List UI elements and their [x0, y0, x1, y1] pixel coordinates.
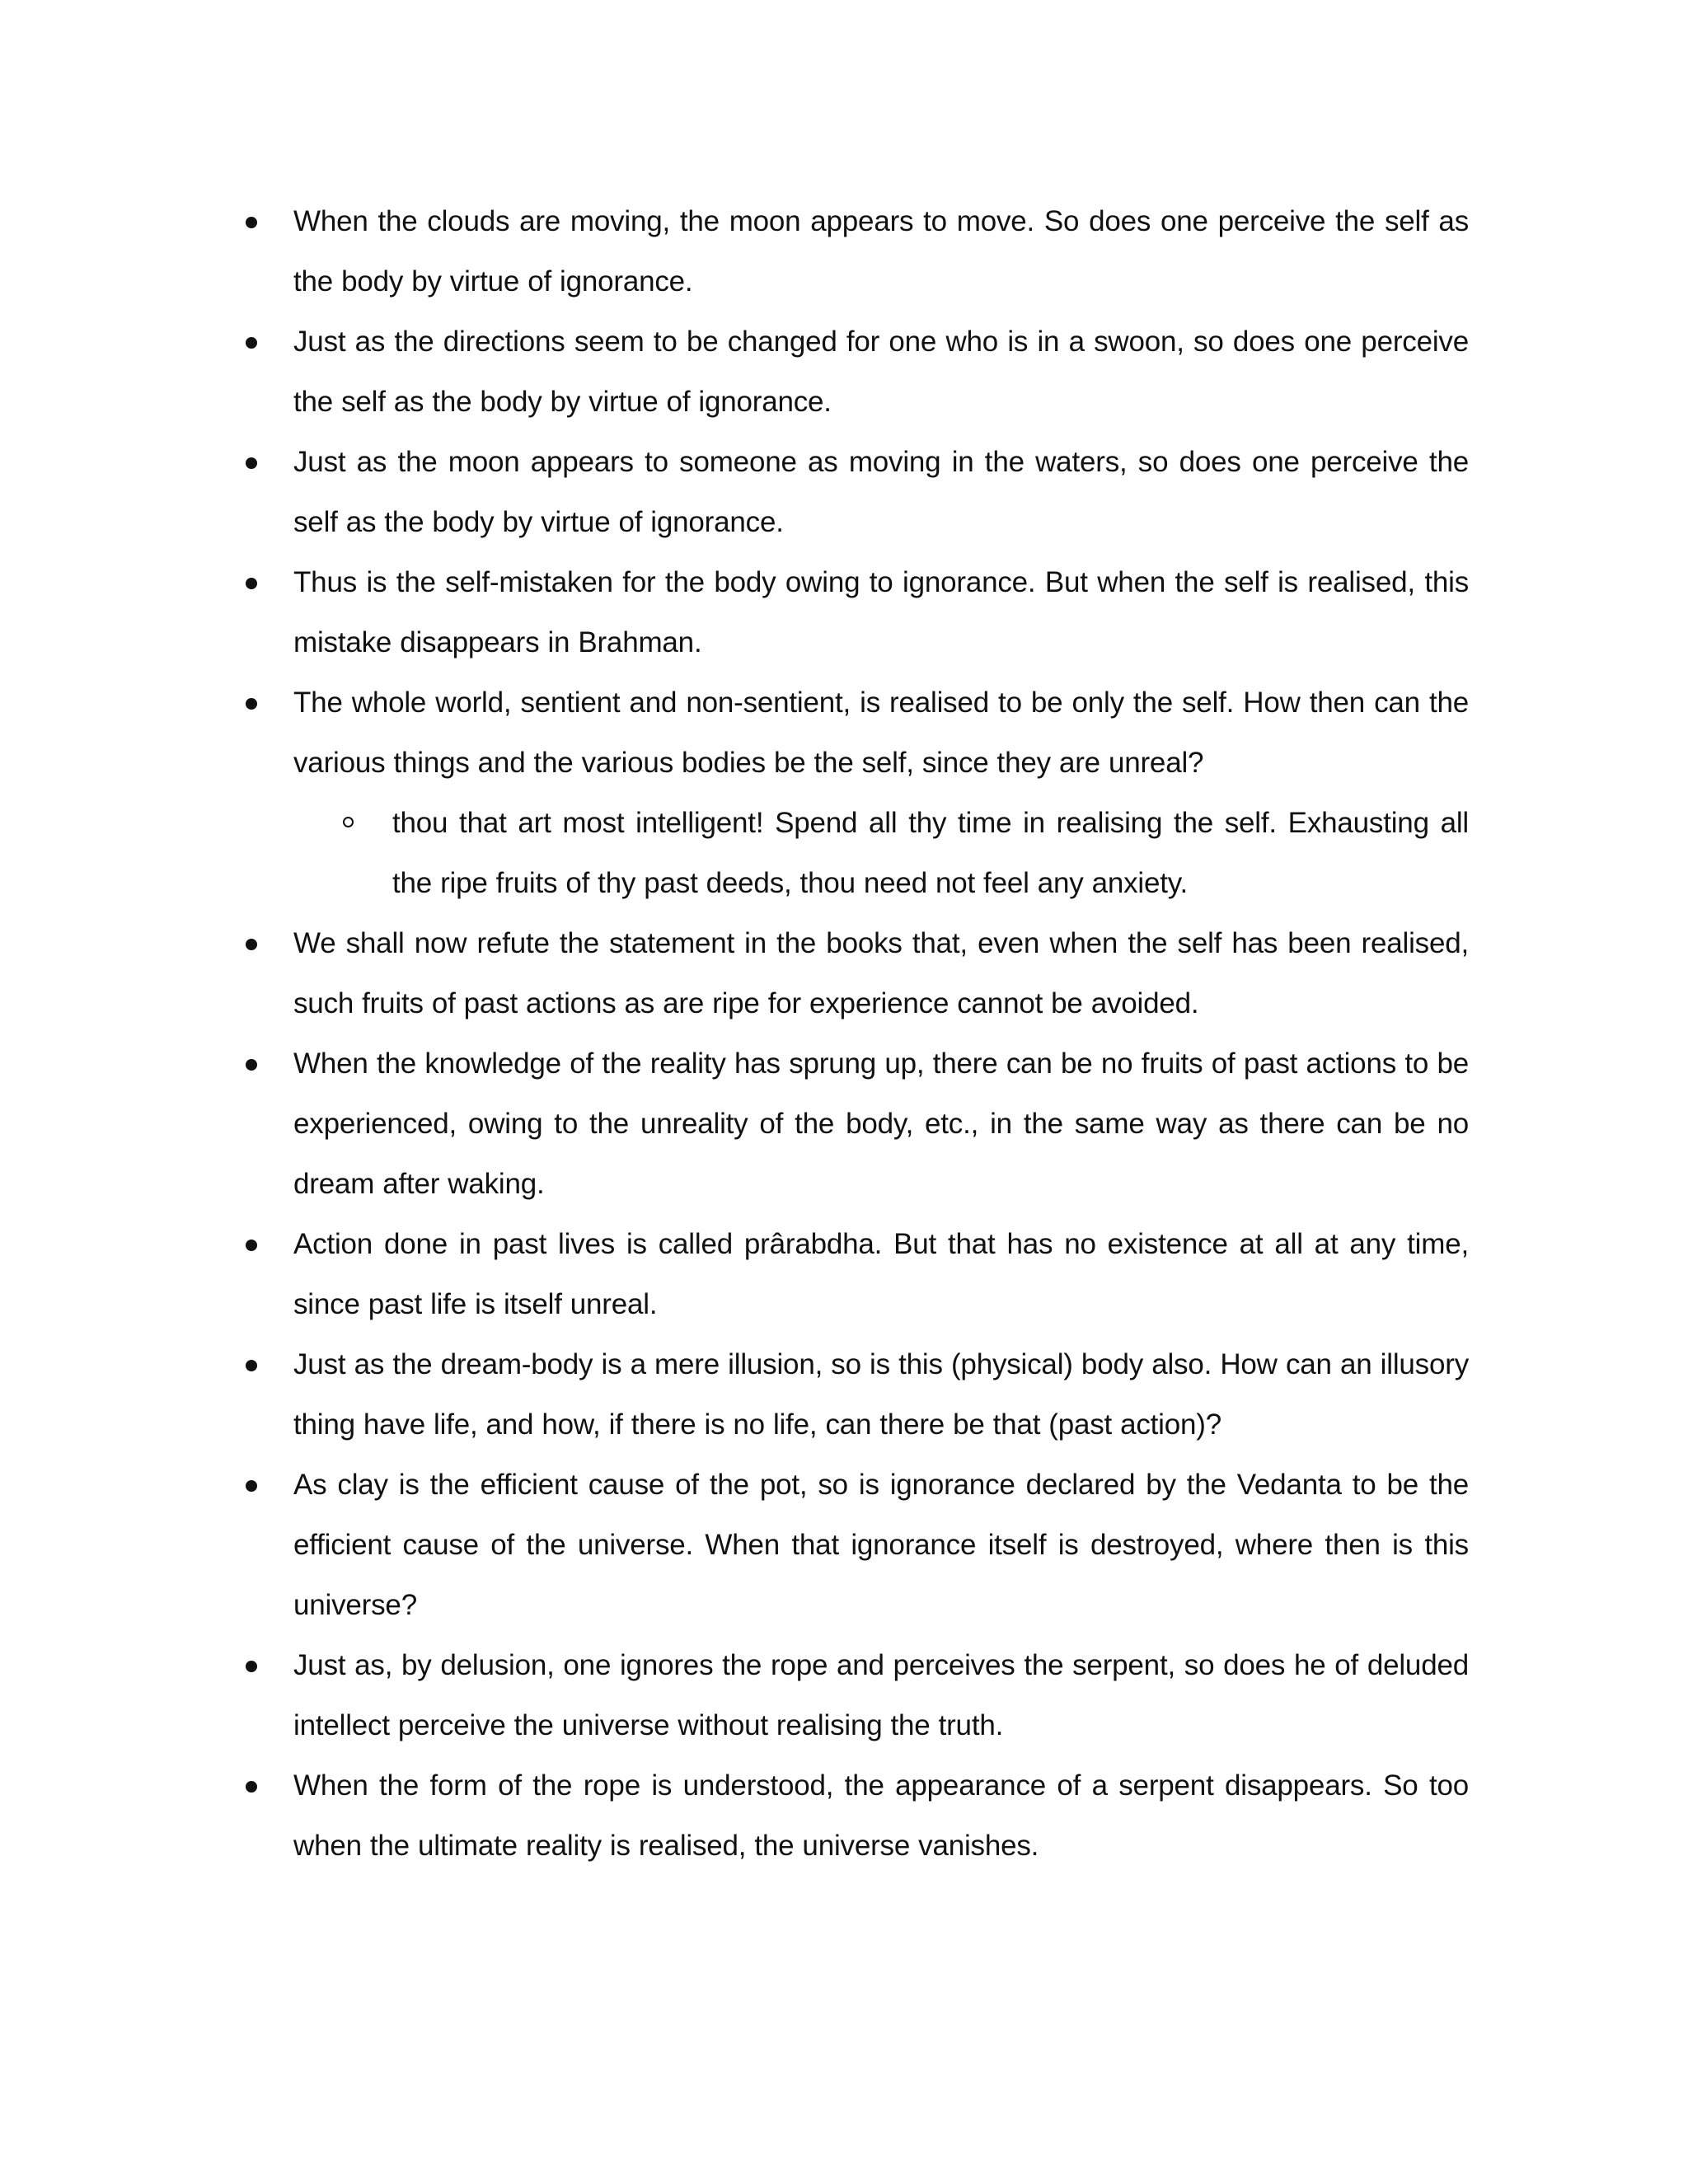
bullet-list — [246, 191, 1469, 1876]
bullet-icon — [246, 217, 257, 228]
list-item-text: thou that art most intelligent! Spend all thy time in realising the self. Exhausting all the ripe fruits of thy past deeds, thou need not feel any anxiety. — [392, 807, 1469, 899]
list-item-text: When the knowledge of the reality has sprung up, there can be no fruits of past actions to be experienced, owing to the unreality of the body, etc., in the same way as there can be no dream after waking. — [293, 1047, 1469, 1200]
list-item — [246, 1755, 1469, 1876]
list-item — [246, 1455, 1469, 1635]
bullet-icon — [246, 1480, 257, 1492]
list-item — [246, 1635, 1469, 1755]
bullet-icon — [246, 1059, 257, 1071]
list-item — [246, 1033, 1469, 1214]
list-item — [246, 432, 1469, 552]
list-item-text: When the form of the rope is understood, the appearance of a serpent disappears. So too when the ultimate reality is realised, the universe vanishes. — [293, 1769, 1469, 1862]
hollow-bullet-icon — [343, 817, 354, 827]
list-item-text: When the clouds are moving, the moon appears to move. So does one perceive the self as the body by virtue of ignorance. — [293, 205, 1469, 298]
list-item — [246, 312, 1469, 432]
bullet-icon — [246, 1661, 257, 1672]
bullet-icon — [246, 457, 257, 469]
list-item-text: We shall now refute the statement in the books that, even when the self has been realised, such fruits of past actions as are ripe for experience cannot be avoided. — [293, 927, 1469, 1019]
bullet-icon — [246, 578, 257, 589]
list-item-text: Just as, by delusion, one ignores the rope and perceives the serpent, so does he of deluded intellect perceive the universe without realising the truth. — [293, 1649, 1469, 1741]
list-item-text: Action done in past lives is called prârabdha. But that has no existence at all at any time, since past life is itself unreal. — [293, 1228, 1469, 1320]
bullet-icon — [246, 1240, 257, 1251]
list-item-text: Thus is the self-mistaken for the body owing to ignorance. But when the self is realised, this mistake disappears in Brahman. — [293, 566, 1469, 658]
list-item — [246, 673, 1469, 793]
bullet-icon — [246, 698, 257, 710]
list-item — [246, 552, 1469, 673]
list-item — [246, 1334, 1469, 1455]
bullet-icon — [246, 939, 257, 950]
sub-list-item — [246, 793, 1469, 913]
list-item-text: The whole world, sentient and non-sentient, is realised to be only the self. How then can the various things and the various bodies be the self, since they are unreal? — [293, 687, 1469, 779]
list-item — [246, 191, 1469, 312]
list-item-text: Just as the directions seem to be changed for one who is in a swoon, so does one perceive the self as the body by virtue of ignorance. — [293, 326, 1469, 418]
list-item-text: Just as the moon appears to someone as moving in the waters, so does one perceive the self as the body by virtue of ignorance. — [293, 446, 1469, 538]
bullet-icon — [246, 337, 257, 349]
list-item-text: As clay is the efficient cause of the pot, so is ignorance declared by the Vedanta to be the efficient cause of the universe. When that ignorance itself is destroyed, where then is this universe? — [293, 1469, 1469, 1621]
list-item — [246, 1214, 1469, 1334]
list-item — [246, 913, 1469, 1033]
bullet-icon — [246, 1360, 257, 1371]
list-item-text: Just as the dream-body is a mere illusion, so is this (physical) body also. How can an illusory thing have life, and how, if there is no life, can there be that (past action)? — [293, 1348, 1469, 1441]
bullet-icon — [246, 1781, 257, 1793]
